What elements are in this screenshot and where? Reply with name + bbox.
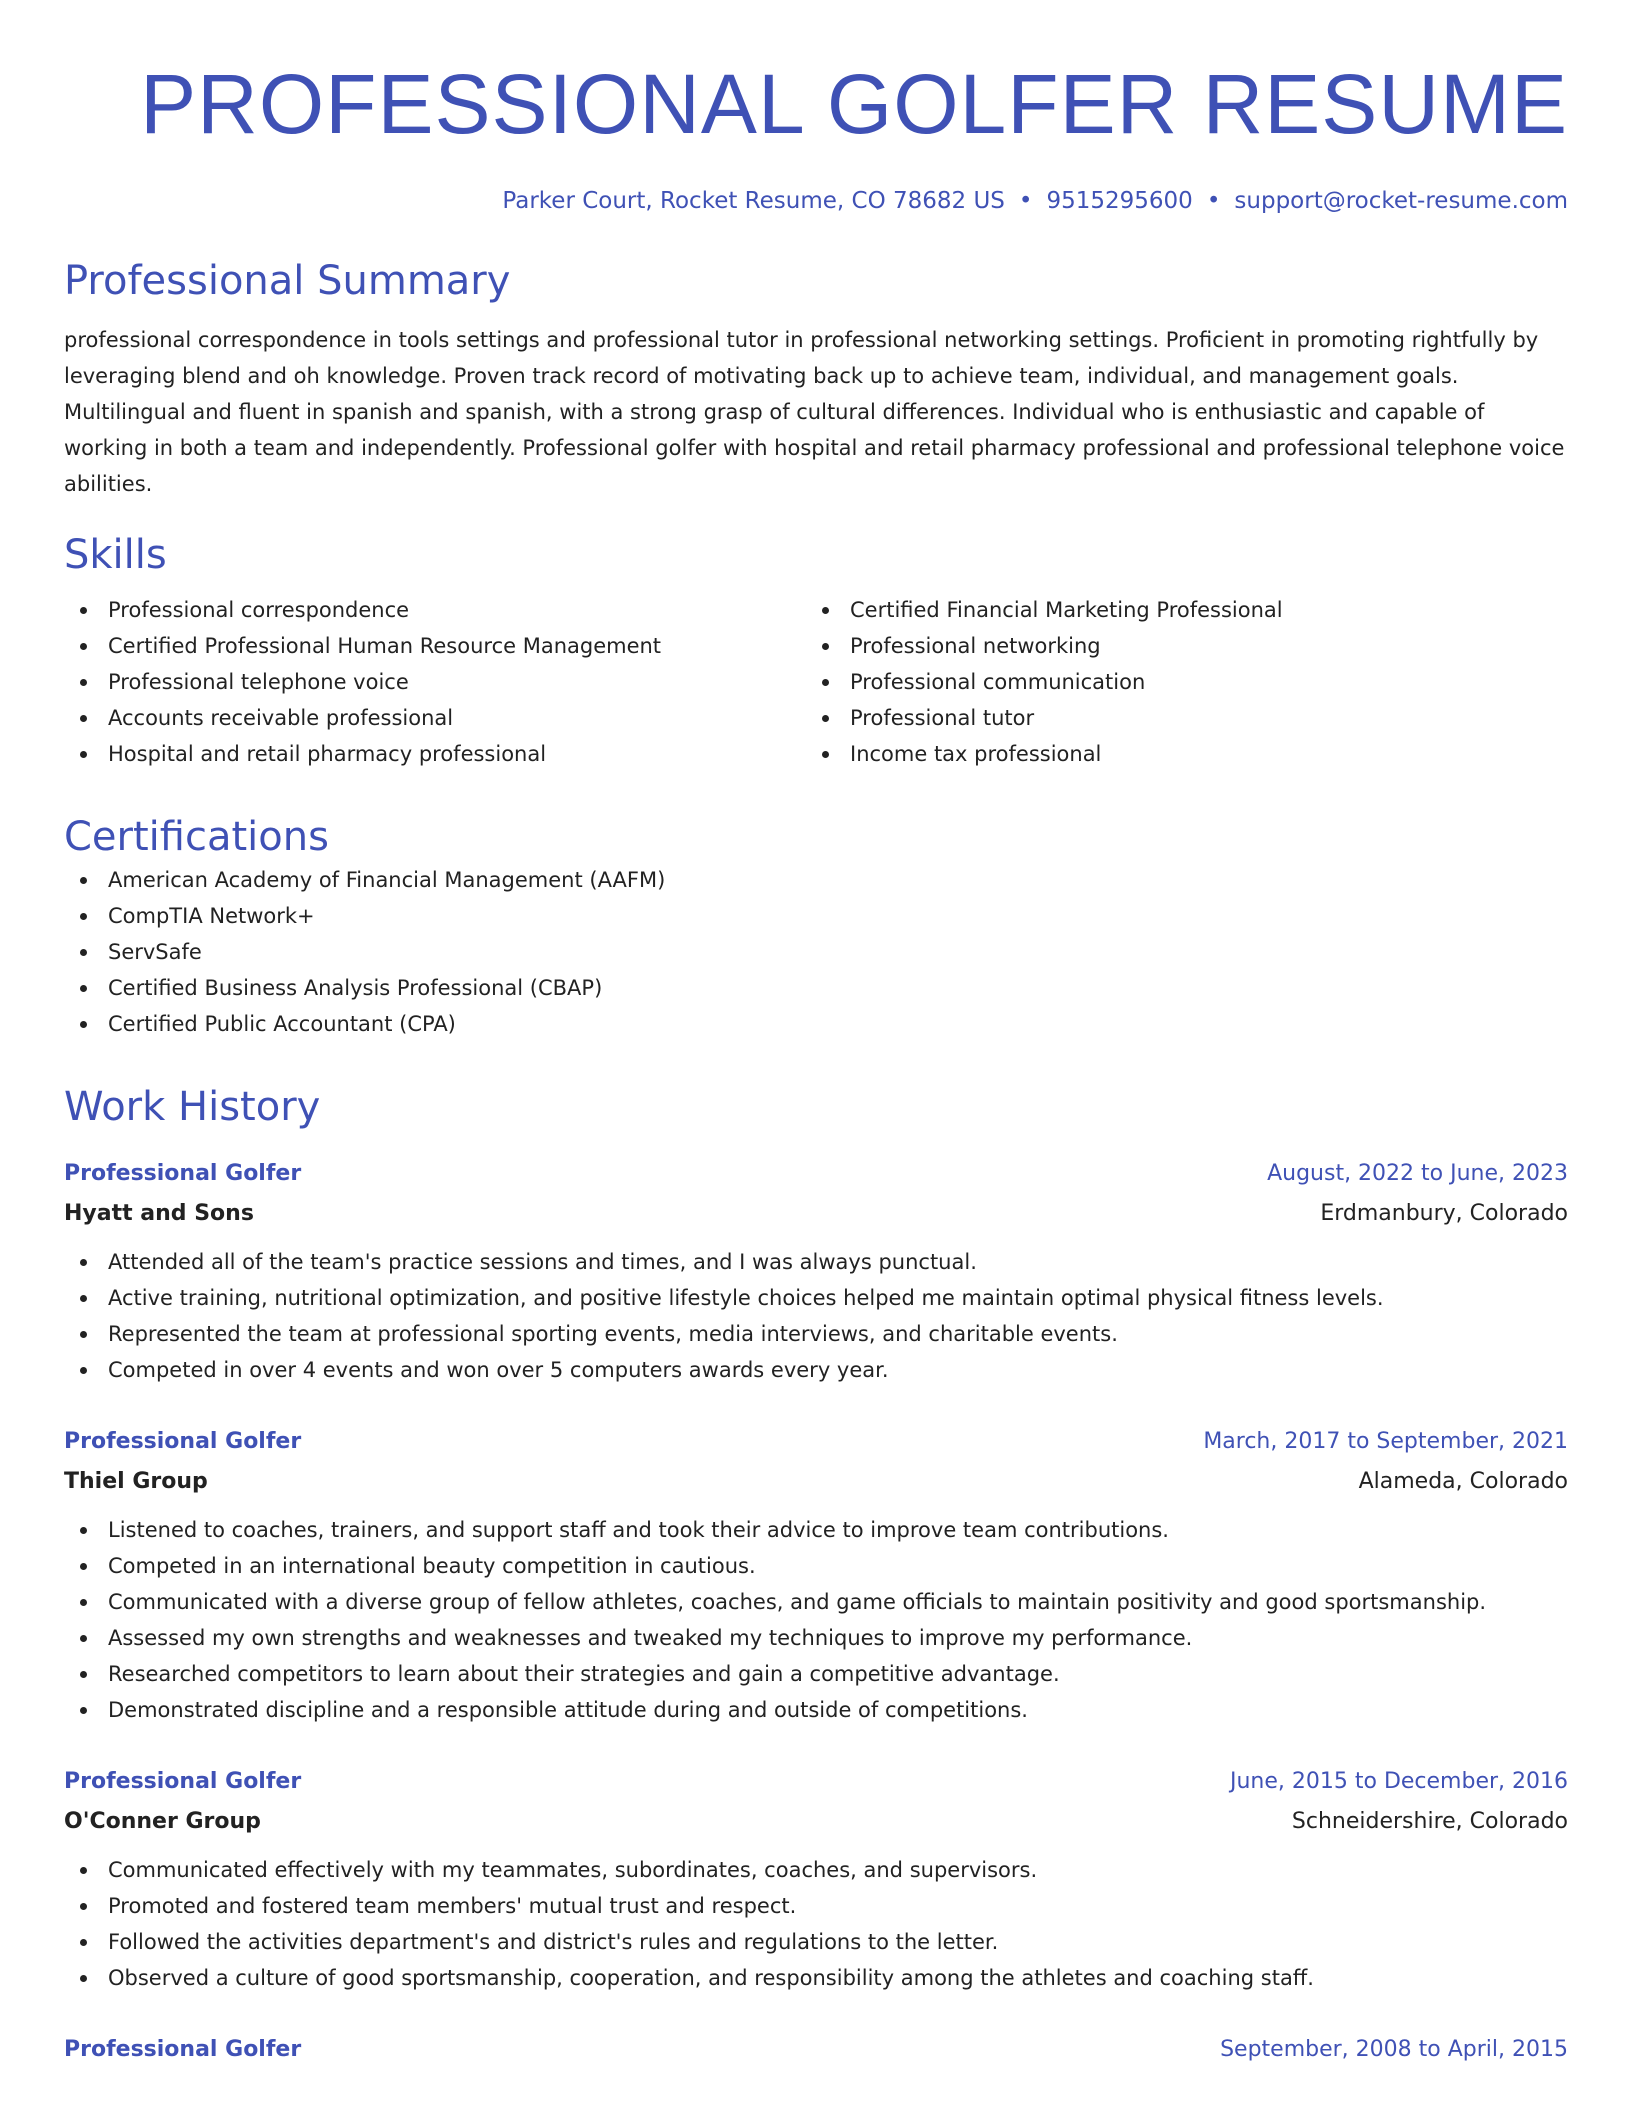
skill-item: Professional correspondence [64, 592, 806, 628]
job-title: Professional Golfer [64, 1429, 302, 1454]
job-location: Schneidershire, Colorado [1291, 1809, 1568, 1834]
skill-item: Professional tutor [806, 700, 1548, 736]
skill-item: Income tax professional [806, 736, 1548, 772]
job-duty-item: Demonstrated discipline and a responsible attitude during and outside of competitions. [64, 1692, 1568, 1728]
job-company-row [64, 1462, 1568, 1502]
job-entry [64, 1154, 1568, 1388]
job-duty-item: Assessed my own strengths and weaknesses and tweaked my techniques to improve my performance. [64, 1620, 1568, 1656]
job-company: O'Conner Group [64, 1809, 261, 1834]
work-history-heading: Work History [64, 1084, 321, 1130]
certification-item: ServSafe [64, 934, 1568, 970]
job-duty-item: Attended all of the team's practice sessions and times, and I was always punctual. [64, 1244, 1568, 1280]
skills-columns [64, 592, 1568, 772]
skills-heading: Skills [64, 532, 167, 578]
skills-column-right [806, 592, 1548, 772]
job-duty-item: Researched competitors to learn about their strategies and gain a competitive advantage. [64, 1656, 1568, 1692]
resume-title: PROFESSIONAL GOLFER RESUME [140, 57, 1568, 151]
certification-item: Certified Business Analysis Professional (CBAP) [64, 970, 1568, 1006]
resume-header [64, 56, 1568, 216]
job-duty-item: Communicated with a diverse group of fellow athletes, coaches, and game officials to maintain positivity and good sportsmanship. [64, 1584, 1568, 1620]
job-title-row [64, 1762, 1568, 1802]
summary-heading: Professional Summary [64, 258, 511, 304]
resume-page [64, 0, 1568, 2070]
job-title-row [64, 2030, 1568, 2070]
job-location: Alameda, Colorado [1358, 1469, 1568, 1494]
job-title: Professional Golfer [64, 2037, 302, 2062]
job-title-row [64, 1422, 1568, 1462]
skill-item: Professional telephone voice [64, 664, 806, 700]
job-dates: September, 2008 to April, 2015 [1220, 2037, 1568, 2062]
skills-list-right [806, 592, 1548, 772]
job-entry [64, 1422, 1568, 1728]
certification-item: American Academy of Financial Management (AAFM) [64, 862, 1568, 898]
skill-item: Professional networking [806, 628, 1548, 664]
skill-item: Accounts receivable professional [64, 700, 806, 736]
job-duties-list [64, 1244, 1568, 1388]
job-duty-item: Observed a culture of good sportsmanship, cooperation, and responsibility among the athletes and coaching staff. [64, 1960, 1568, 1996]
certification-item: Certified Public Accountant (CPA) [64, 1006, 1568, 1042]
job-company-row [64, 1194, 1568, 1234]
job-duties-list [64, 1512, 1568, 1728]
skill-item: Hospital and retail pharmacy professional [64, 736, 806, 772]
certification-item: CompTIA Network+ [64, 898, 1568, 934]
skill-item: Certified Financial Marketing Professional [806, 592, 1548, 628]
job-dates: March, 2017 to September, 2021 [1203, 1429, 1568, 1454]
skill-item: Certified Professional Human Resource Management [64, 628, 806, 664]
job-duty-item: Listened to coaches, trainers, and support staff and took their advice to improve team contributions. [64, 1512, 1568, 1548]
job-dates: June, 2015 to December, 2016 [1229, 1769, 1568, 1794]
job-company: Thiel Group [64, 1469, 208, 1494]
job-duty-item: Represented the team at professional sporting events, media interviews, and charitable events. [64, 1316, 1568, 1352]
job-title: Professional Golfer [64, 1769, 302, 1794]
contact-phone[interactable]: 9515295600 [1046, 188, 1193, 214]
contact-separator: • [1018, 188, 1033, 214]
job-duty-item: Competed in over 4 events and won over 5 computers awards every year. [64, 1352, 1568, 1388]
contact-address: Parker Court, Rocket Resume, CO 78682 US [502, 188, 1005, 214]
summary-text: professional correspondence in tools settings and professional tutor in professional networking settings. Proficient in promoting rightfully by leveraging blend and oh knowledge. Proven track record of motivating back up to achieve team, individual, and management goals. Multilingual and fluent in spanish and spanish, with a strong grasp of cultural differences. Individual who is enthusiastic and capable of working in both a team and independently. Professional golfer with hospital and retail pharmacy professional and professional telephone voice abilities. [64, 328, 1565, 496]
job-duty-item: Active training, nutritional optimization, and positive lifestyle choices helped me maintain optimal physical fitness levels. [64, 1280, 1568, 1316]
contact-line [64, 186, 1568, 216]
job-title-row [64, 1154, 1568, 1194]
job-company: Hyatt and Sons [64, 1201, 254, 1226]
job-title: Professional Golfer [64, 1161, 302, 1186]
certifications-list [64, 862, 1568, 1042]
skills-list-left [64, 592, 806, 772]
job-duty-item: Communicated effectively with my teammates, subordinates, coaches, and supervisors. [64, 1852, 1568, 1888]
job-entry [64, 1762, 1568, 1996]
job-duty-item: Followed the activities department's and district's rules and regulations to the letter. [64, 1924, 1568, 1960]
certifications-heading: Certifications [64, 814, 329, 860]
job-entry [64, 2030, 1568, 2070]
job-duty-item: Competed in an international beauty competition in cautious. [64, 1548, 1568, 1584]
job-dates: August, 2022 to June, 2023 [1267, 1161, 1568, 1186]
contact-email[interactable]: support@rocket-resume.com [1234, 188, 1568, 214]
job-duty-item: Promoted and fostered team members' mutual trust and respect. [64, 1888, 1568, 1924]
skill-item: Professional communication [806, 664, 1548, 700]
job-location: Erdmanbury, Colorado [1320, 1201, 1568, 1226]
job-company-row [64, 1802, 1568, 1842]
job-duties-list [64, 1852, 1568, 1996]
skills-column-left [64, 592, 806, 772]
contact-separator: • [1206, 188, 1221, 214]
